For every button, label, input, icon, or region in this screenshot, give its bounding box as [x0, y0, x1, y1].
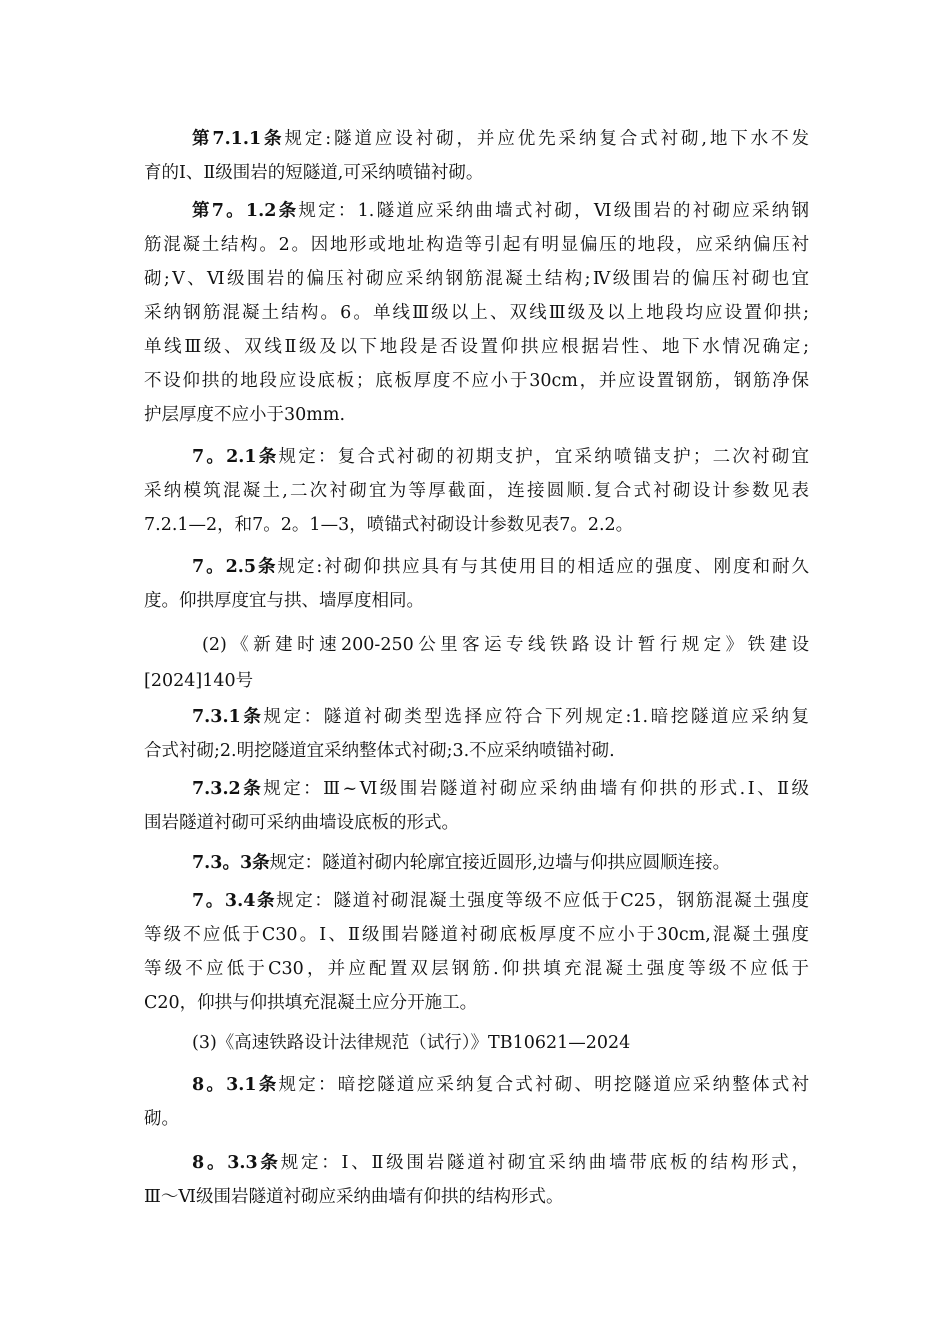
clause-text: 规定：隧道衬砌类型选择应符合下列规定:1.暗挖隧道应采纳复	[263, 707, 810, 727]
text-line	[144, 1102, 179, 1136]
clause-text: [2024]140号	[144, 671, 254, 691]
clause-text: 采纳钢筋混凝土结构。6。单线Ⅲ级以上、双线Ⅲ级及以上地段均应设置仰拱;	[144, 303, 809, 323]
text-line	[144, 664, 253, 698]
clause-text: Ⅲ～Ⅵ级围岩隧道衬砌应采纳曲墙有仰拱的结构形式。	[144, 1187, 564, 1207]
clause-text: 不设仰拱的地段应设底板；底板厚度不应小于30cm，并应设置钢筋，钢筋净保	[144, 371, 809, 391]
clause-text: 单线Ⅲ级、双线Ⅱ级及以下地段是否设置仰拱应根据岩性、地下水情况确定;	[144, 337, 809, 357]
clause-text: 规定:隧道应设衬砌，并应优先采纳复合式衬砌,地下水不发	[284, 129, 809, 149]
text-line	[144, 734, 615, 768]
clause-text: 合式衬砌;2.明挖隧道宜采纳整体式衬砌;3.不应采纳喷锚衬砌.	[144, 741, 615, 761]
clause-text: 规定：隧道衬砌内轮廓宜接近圆形,边墙与仰拱应圆顺连接。	[269, 853, 731, 873]
clause-text: 采纳模筑混凝土,二次衬砌宜为等厚截面，连接圆顺.复合式衬砌设计参数见表	[144, 481, 809, 501]
text-line	[144, 228, 809, 262]
clause-text: 度。仰拱厚度宜与拱、墙厚度相同。	[144, 591, 424, 611]
clause-number: 8。3.3条	[192, 1153, 281, 1173]
clause-number: 第7.1.1条	[192, 129, 285, 149]
clause-number: 第7。1.2条	[192, 201, 299, 221]
text-line	[144, 474, 809, 508]
text-line	[144, 918, 809, 952]
clause-text: 等级不应低于C30。Ⅰ、Ⅱ级围岩隧道衬砌底板厚度不应小于30cm,混凝土强度	[144, 925, 809, 945]
text-line	[192, 772, 809, 806]
clause-text: 规定：1.隧道应采纳曲墙式衬砌，Ⅵ级围岩的衬砌应采纳钢	[298, 201, 809, 221]
text-line	[192, 846, 730, 880]
text-line	[192, 1146, 809, 1180]
clause-text: (3)《高速铁路设计法律规范（试行）》TB10621—2024	[192, 1033, 631, 1053]
clause-text: 规定:衬砌仰拱应具有与其使用目的相适应的强度、刚度和耐久	[277, 557, 809, 577]
clause-number: 7。2.5条	[192, 557, 278, 577]
text-line	[192, 1026, 630, 1060]
clause-number: 7.3.1条	[192, 707, 264, 727]
clause-number: 7.3.2条	[192, 779, 264, 799]
clause-text: 7.2.1—2，和7。2。1—3，喷锚式衬砌设计参数见表7。2.2。	[144, 515, 634, 535]
clause-text: (2)《新建时速200-250公里客运专线铁路设计暂行规定》铁建设	[202, 635, 809, 655]
text-line	[144, 508, 633, 542]
text-line	[144, 986, 477, 1020]
clause-number: 8。3.1条	[192, 1075, 279, 1095]
clause-text: 护层厚度不应小于30mm.	[144, 405, 346, 425]
clause-text: 规定：复合式衬砌的初期支护，宜采纳喷锚支护；二次衬砌宜	[278, 447, 810, 467]
clause-text: 筋混凝土结构。2。因地形或地址构造等引起有明显偏压的地段，应采纳偏压衬	[144, 235, 809, 255]
text-line	[144, 806, 459, 840]
clause-number: 7.3。3条	[192, 853, 270, 873]
text-line	[144, 952, 809, 986]
text-line	[144, 262, 809, 296]
text-line	[144, 584, 424, 618]
text-line	[144, 330, 809, 364]
text-line	[144, 156, 483, 190]
text-line	[192, 700, 809, 734]
text-line	[192, 440, 809, 474]
clause-text: 规定：隧道衬砌混凝土强度等级不应低于C25，钢筋混凝土强度	[276, 891, 810, 911]
text-line	[144, 364, 809, 398]
clause-text: 规定：暗挖隧道应采纳复合式衬砌、明挖隧道应采纳整体式衬	[278, 1075, 810, 1095]
text-line	[192, 550, 809, 584]
clause-text: 规定：Ⅲ~Ⅵ级围岩隧道衬砌应采纳曲墙有仰拱的形式.Ⅰ、Ⅱ级	[263, 779, 809, 799]
clause-text: C20，仰拱与仰拱填充混凝土应分开施工。	[144, 993, 478, 1013]
clause-text: 围岩隧道衬砌可采纳曲墙设底板的形式。	[144, 813, 459, 833]
clause-number: 7。2.1条	[192, 447, 279, 467]
text-line	[192, 884, 809, 918]
text-line	[202, 628, 809, 662]
clause-text: 规定：Ⅰ、Ⅱ级围岩隧道衬砌宜采纳曲墙带底板的结构形式，	[280, 1153, 809, 1173]
clause-text: 育的Ⅰ、Ⅱ级围岩的短隧道,可采纳喷锚衬砌。	[144, 163, 484, 183]
text-line	[192, 194, 809, 228]
clause-text: 等级不应低于C30，并应配置双层钢筋.仰拱填充混凝土强度等级不应低于	[144, 959, 809, 979]
clause-number: 7。3.4条	[192, 891, 277, 911]
text-line	[144, 296, 809, 330]
text-line	[144, 1180, 563, 1214]
text-line	[192, 1068, 809, 1102]
text-line	[144, 398, 345, 432]
clause-text: 砌。	[144, 1109, 179, 1129]
clause-text: 砌;Ⅴ、Ⅵ级围岩的偏压衬砌应采纳钢筋混凝土结构;Ⅳ级围岩的偏压衬砌也宜	[144, 269, 809, 289]
text-line	[192, 122, 809, 156]
